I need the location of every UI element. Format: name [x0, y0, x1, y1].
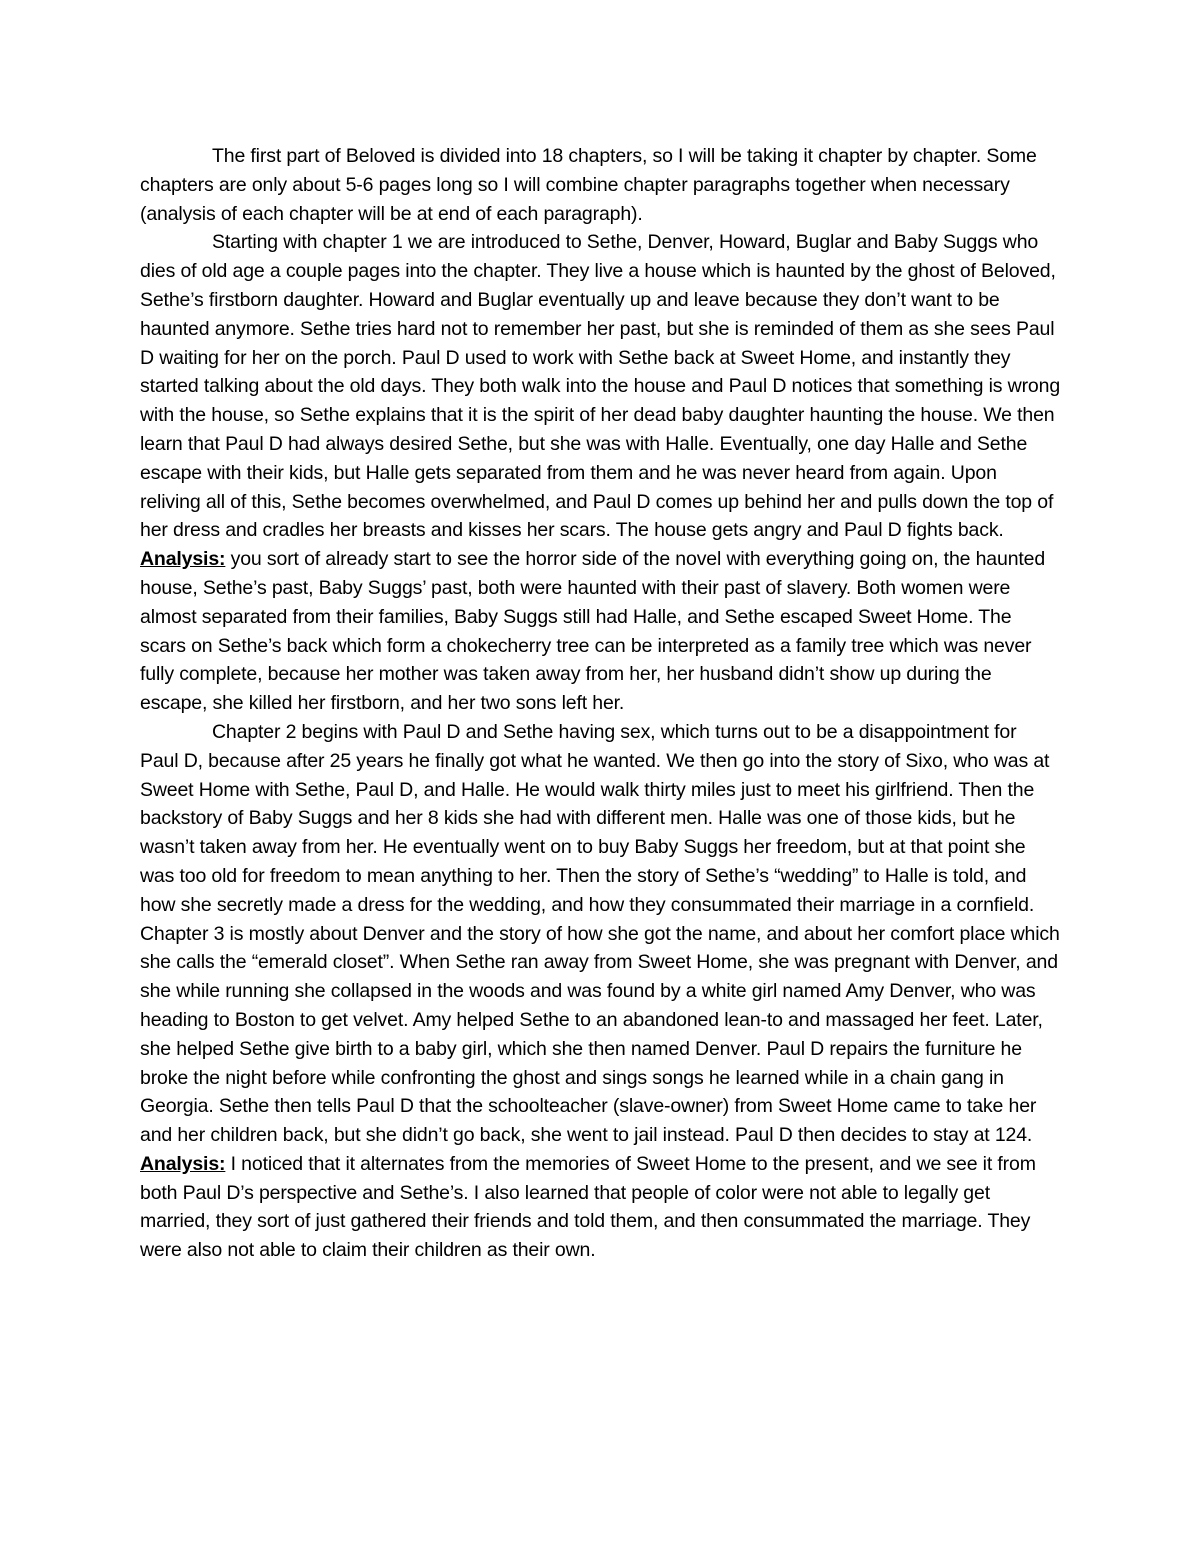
- analysis-text: I noticed that it alternates from the memories of Sweet Home to the present, and we see it from both Paul D’s perspective and Sethe’s. I also learned that people of color were not able to legally get married, they sort of just gathered their friends and told them, and then consummated the marriage. They were also not able to claim their children as their own.: [140, 1152, 1036, 1262]
- paragraph-text: Starting with chapter 1 we are introduced to Sethe, Denver, Howard, Buglar and Baby Suggs who dies of old age a couple pages into the chapter. They live a house which is haunted by the ghost of Beloved, Sethe’s firstborn daughter. Howard and Buglar eventually up and leave because they don’t want to be haunted anymore. Sethe tries hard not to remember her past, but she is reminded of them as she sees Paul D waiting for her on the porch. Paul D used to work with Sethe back at Sweet Home, and instantly they started talking about the old days. They both walk into the house and Paul D notices that something is wrong with the house, so Sethe explains that it is the spirit of her dead baby daughter haunting the house. We then learn that Paul D had always desired Sethe, but she was with Halle. Eventually, one day Halle and Sethe escape with their kids, but Halle gets separated from them and he was never heard from again. Upon reliving all of this, Sethe becomes overwhelmed, and Paul D comes up behind her and pulls down the top of her dress and cradles her breasts and kisses her scars. The house gets angry and Paul D fights back.: [140, 231, 1061, 542]
- paragraph-text: The first part of Beloved is divided into 18 chapters, so I will be taking it chapter by chapter. Some chapters are only about 5-6 pages long so I will combine chapter paragraphs together when necessary (analysis of each chapter will be at end of each paragraph).: [140, 145, 1037, 225]
- analysis-label: Analysis:: [140, 1152, 226, 1175]
- analysis-text: you sort of already start to see the horror side of the novel with everything going on, the haunted house, Sethe’s past, Baby Suggs’ past, both were haunted with their past of slavery. Both women were almost separated from their families, Baby Suggs still had Halle, and Sethe escaped Sweet Home. The scars on Sethe’s back which form a chokecherry tree can be interpreted as a family tree which was never fully complete, because her mother was taken away from her, her husband didn’t show up during the escape, she killed her firstborn, and her two sons left her.: [140, 548, 1046, 715]
- document-page: [140, 142, 1060, 1265]
- analysis-label: Analysis:: [140, 548, 226, 571]
- paragraph-chapter-1: [140, 228, 1060, 718]
- paragraph-chapters-2-3: [140, 718, 1060, 1265]
- paragraph-text: Chapter 2 begins with Paul D and Sethe having sex, which turns out to be a disappointment for Paul D, because after 25 years he finally got what he wanted. We then go into the story of Sixo, who was at Sweet Home with Sethe, Paul D, and Halle. He would walk thirty miles just to meet his girlfriend. Then the backstory of Baby Suggs and her 8 kids she had with different men. Halle was one of those kids, but he wasn’t taken away from her. He eventually went on to buy Baby Suggs her freedom, but at that point she was too old for freedom to mean anything to her. Then the story of Sethe’s “wedding” to Halle is told, and how she secretly made a dress for the wedding, and how they consummated their marriage in a cornfield. Chapter 3 is mostly about Denver and the story of how she got the name, and about her comfort place which she calls the “emerald closet”. When Sethe ran away from Sweet Home, she was pregnant with Denver, and she while running she collapsed in the woods and was found by a white girl named Amy Denver, who was heading to Boston to get velvet. Amy helped Sethe to an abandoned lean-to and massaged her feet. Later, she helped Sethe give birth to a baby girl, which she then named Denver. Paul D repairs the furniture he broke the night before while confronting the ghost and sings songs he learned while in a chain gang in Georgia. Sethe then tells Paul D that the schoolteacher (slave-owner) from Sweet Home came to take her and her children back, but she didn’t go back, she went to jail instead. Paul D then decides to stay at 124.: [140, 720, 1060, 1147]
- paragraph-intro: [140, 142, 1060, 228]
